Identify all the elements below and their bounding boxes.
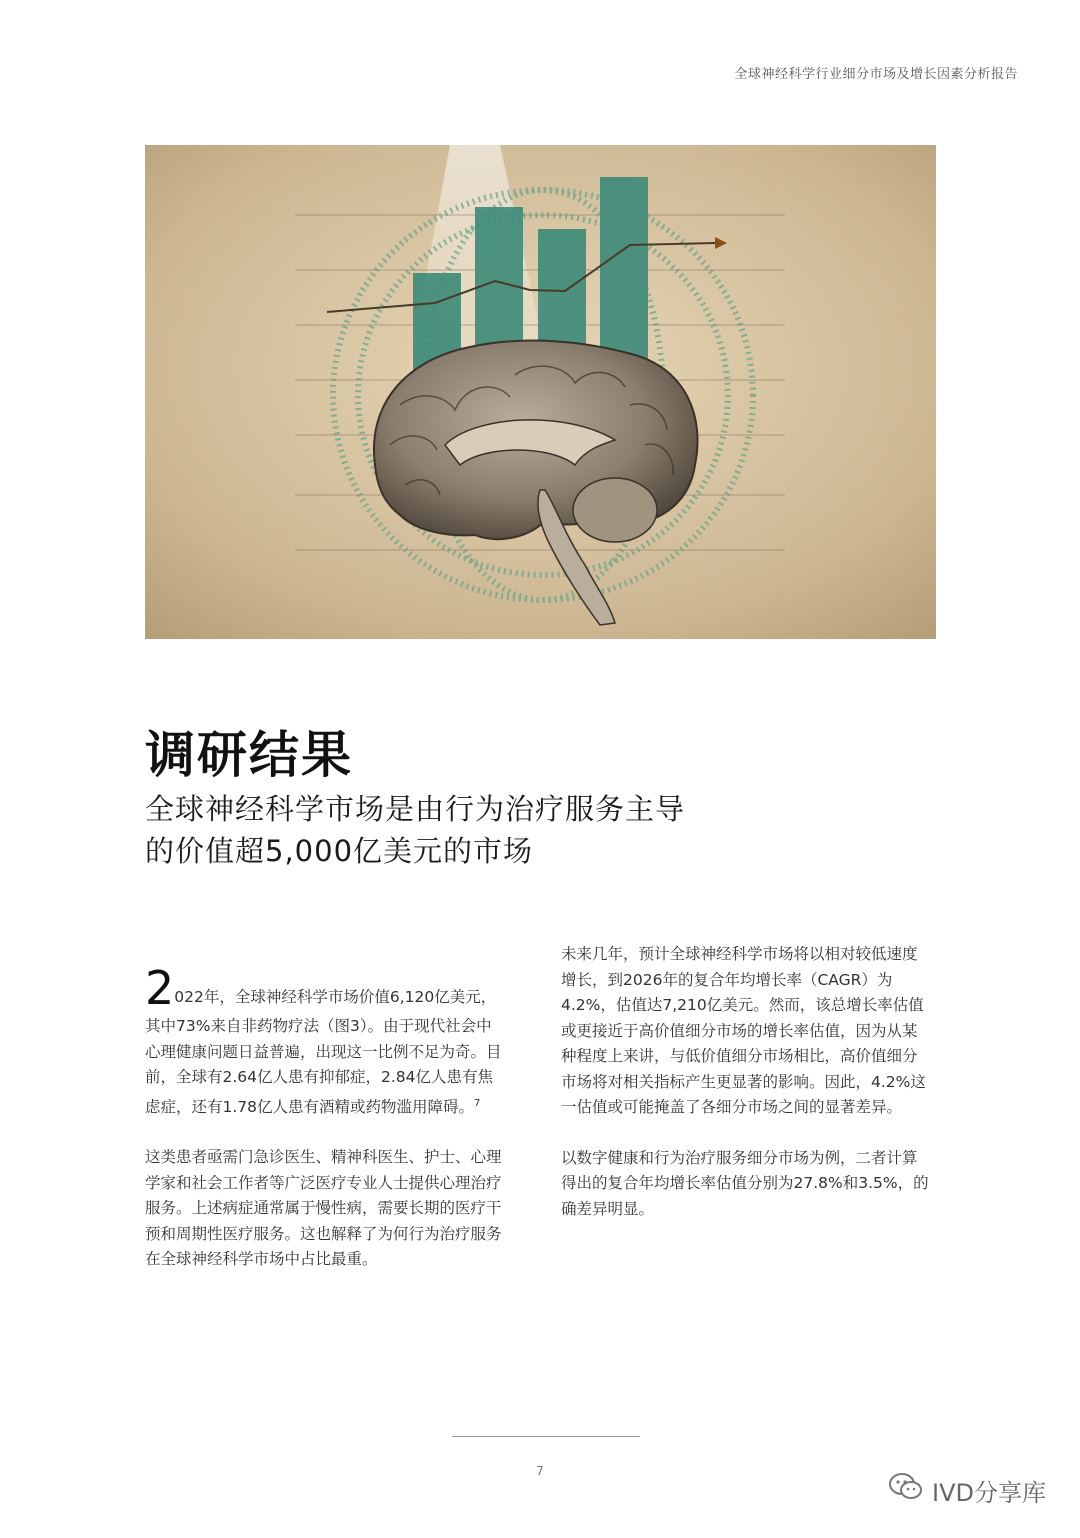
- section-title: 调研结果: [145, 726, 353, 784]
- section-subtitle: [145, 788, 845, 872]
- subtitle-line-2: 的价值超5,000亿美元的市场: [145, 834, 534, 868]
- hero-image: [145, 145, 936, 639]
- page-number: 7: [536, 1464, 544, 1478]
- right-column: [561, 942, 931, 1247]
- watermark: [888, 1472, 1046, 1508]
- dropcap-letter: 2: [145, 961, 175, 1015]
- report-header-title: 全球神经科学行业细分市场及增长因素分析报告: [734, 67, 1018, 82]
- footer-divider: [452, 1436, 640, 1437]
- paragraph-1-first-line: 022年，全球神经科学市场价值6,120亿美元，: [174, 988, 497, 1006]
- paragraph-4: 以数字健康和行为治疗服务细分市场为例，二者计算得出的复合年均增长率估值分别为27.8%和3.5%，的确差异明显。: [561, 1148, 929, 1218]
- paragraph-3: 未来几年，预计全球神经科学市场将以相对较低速度增长，到2026年的复合年均增长率（CAGR）为4.2%，估值达7,210亿美元。然而，该总增长率估值或更接近于高价值细分市场的增长率估值，因为从某种程度上来讲，与低价值细分市场相比，高价值细分市场将对相关指标产生更显著的影响。因此，4.2%这一估值或可能掩盖了各细分市场之间的显著差异。: [561, 945, 926, 1116]
- left-column: [145, 961, 505, 1298]
- paragraph-1: [145, 1014, 505, 1120]
- watermark-text: IVD分享库: [932, 1478, 1046, 1507]
- paragraph-1-body: 其中73%来自非药物疗法（图3）。由于现代社会中心理健康问题日益普遍，出现这一比例不足为奇。目前，全球有2.64亿人患有抑郁症，2.84亿人患有焦虑症，还有1.78亿人患有酒精或药物滥用障碍。: [145, 1017, 502, 1116]
- subtitle-line-1: 全球神经科学市场是由行为治疗服务主导: [145, 792, 686, 826]
- wechat-icon: [888, 1472, 924, 1508]
- footnote-marker: 7: [474, 1097, 481, 1109]
- paragraph-2: 这类患者亟需门急诊医生、精神科医生、护士、心理学家和社会工作者等广泛医疗专业人士提供心理治疗服务。上述病症通常属于慢性病，需要长期的医疗干预和周期性医疗服务。这也解释了为何行为治疗服务在全球神经科学市场中占比最重。: [145, 1148, 502, 1269]
- dropcap-line: [145, 961, 505, 1015]
